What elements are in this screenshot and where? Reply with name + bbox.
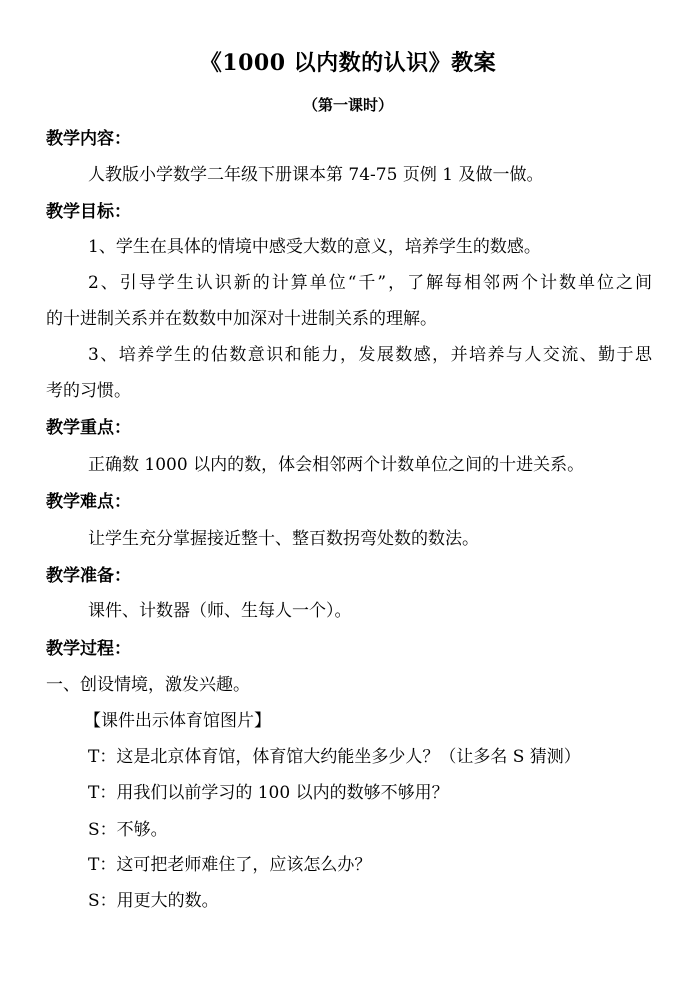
section-heading-difficulty: 教学难点： (46, 492, 131, 512)
goal-item-2-line-2: 的十进制关系并在数数中加深对十进制关系的理解。 (46, 309, 437, 329)
prep-text: 课件、计数器（师、生每人一个）。 (88, 601, 352, 621)
section-heading-prep: 教学准备： (46, 566, 131, 586)
goal-item-3-line-1: 3、培养学生的估数意识和能力，发展数感，并培养与人交流、勤于思 (88, 345, 652, 365)
section-heading-process: 教学过程： (46, 639, 131, 659)
key-text: 正确数 1000 以内的数，体会相邻两个计数单位之间的十进关系。 (88, 455, 585, 475)
document-subtitle: （第一课时） (302, 96, 393, 114)
process-step-1: 一、创设情境，激发兴趣。 (46, 675, 250, 695)
document-title: 《1000 以内数的认识》教案 (199, 50, 497, 76)
process-line: T：用我们以前学习的 100 以内的数够不够用？ (88, 783, 449, 803)
difficulty-text: 让学生充分掌握接近整十、整百数拐弯处数的数法。 (88, 529, 479, 549)
content-text: 人教版小学数学二年级下册课本第 74-75 页例 1 及做一做。 (88, 165, 544, 185)
process-line: T：这可把老师难住了，应该怎么办？ (88, 855, 372, 875)
process-line: 【课件出示体育馆图片】 (84, 711, 271, 731)
process-line: S：用更大的数。 (88, 891, 219, 911)
section-heading-goals: 教学目标： (46, 202, 131, 222)
goal-item-1: 1、学生在具体的情境中感受大数的意义，培养学生的数感。 (88, 237, 541, 257)
section-heading-content: 教学内容： (46, 129, 131, 149)
process-line: T：这是北京体育馆，体育馆大约能坐多少人？（让多名 S 猜测） (88, 747, 581, 767)
process-line: S：不够。 (88, 820, 168, 840)
goal-item-2-line-1: 2、引导学生认识新的计算单位“千”，了解每相邻两个计数单位之间 (88, 273, 652, 293)
section-heading-key: 教学重点： (46, 418, 131, 438)
goal-item-3-line-2: 考的习惯。 (46, 381, 131, 401)
